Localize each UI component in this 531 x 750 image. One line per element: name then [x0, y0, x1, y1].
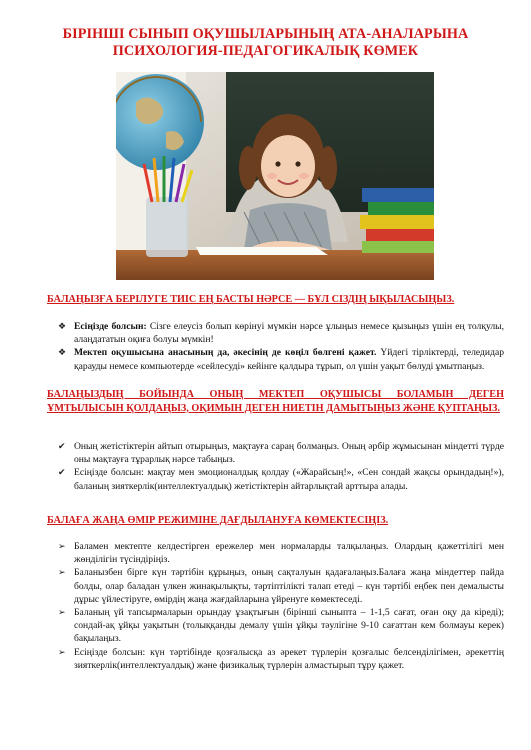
- list-item: [58, 606, 504, 646]
- item-text: Үйдегі тірліктерді, теледидар қарауды немесе компьютерде «сейлесуді» кейінге қалдыра тұрып, ол үшін уақыт бөлуді ұмытпаңыз.: [74, 347, 505, 372]
- section-1-heading: БАЛАҢЫЗҒА БЕРІЛУГЕ ТИІС ЕҢ БАСТЫ НӘРСЕ — БҰЛ СІЗДІҢ ЫҚЫЛАСЫҢЫЗ.: [47, 294, 455, 305]
- list-item: [58, 540, 504, 566]
- item-text: Оның жетістіктерін айтып отырыңыз, мақтауға сараң болмаңыз. Оның әрбір жұмысынан міндетті түрде оны мақтауға тұрарлық нәрсе табыңыз.: [74, 441, 504, 466]
- arrow-bullet-icon: ➢: [58, 607, 66, 618]
- list-item: [58, 346, 504, 372]
- list-item: [58, 566, 504, 606]
- item-text: Баламен мектепте келдестірген ережелер мен нормаларды талқылаңыз. Олардың қажеттілігі мен жөнділігін түсіндіріңіз.: [74, 541, 504, 566]
- section-1-list: [58, 320, 504, 373]
- diamond-bullet-icon: ❖: [58, 347, 67, 358]
- list-item: [58, 646, 504, 672]
- title-line-2: ПСИХОЛОГИЯ-ПЕДАГОГИКАЛЫҚ КӨМЕК: [112, 43, 419, 59]
- item-text: Баланың үй тапсырмаларын орындау ұзақтығын (бірінші сыныпта – 1-1,5 сағат, оған оқу да кіреді); сондай-ақ ұйқы уақытын (толыққанды демалу үшін ұйқы тәулігіне 9-10 сағаттан кем болмауы керек) бақылаңыз.: [74, 607, 504, 645]
- list-item: [58, 440, 504, 466]
- photo-illustration: [116, 72, 434, 280]
- item-text: Есіңізде болсын: мақтау мен эмоционалдық қолдау («Жарайсың!», «Сен сондай жақсы орындадың!»), баланың зияткерлік(интеллектуалдық) жетістіктерін айтарлықтай арттыра алады.: [74, 467, 504, 492]
- item-text: Есіңізде болсын: күн тәртібінде қозғалысқа аз әрекет түрлерін қозғалыс белсенділігімен, әрекеттің зияткерлік(интеллектуалдық) және физикалық түрлерін алмастырып тұру қажет.: [74, 646, 504, 671]
- section-3-list: [58, 540, 504, 672]
- list-item: [58, 466, 504, 492]
- check-bullet-icon: ✔: [58, 467, 66, 478]
- section-3-heading: БАЛАҒА ЖАҢА ӨМІР РЕЖИМІНЕ ДАҒДЫЛАНУҒА КӨМЕКТЕСІҢІЗ.: [47, 515, 389, 526]
- item-bold-lead: Мектеп оқушысына анасының да, әкесінің де көңіл бөлгені қажет.: [74, 347, 377, 359]
- item-text: Баланызбен бірге күн тәртібін құрыңыз, оның сақталуын қадағалаңыз.Балаға жаңа міндеттер пайда болды, олар баладан үлкен жинақылықты, тәртіптілікті талап етеді – күн тәртібі еңбек пен демалысты дұрыс үйлестіруге, өмірдің жаңа жағдайларына үйренуге көмектеседі.: [74, 567, 504, 605]
- diamond-bullet-icon: ❖: [58, 321, 67, 331]
- list-item: [58, 320, 504, 346]
- arrow-bullet-icon: ➢: [58, 567, 66, 578]
- title-line-1: БІРІНШІ СЫНЫП ОҚУШЫЛАРЫНЫҢ АТА-АНАЛАРЫНА: [62, 26, 469, 42]
- schoolgirl-photo: [116, 72, 434, 280]
- arrow-bullet-icon: ➢: [58, 646, 66, 657]
- item-text: Сізге елеусіз болып көрінуі мүмкін нәрсе ұлыңыз немесе қызыңыз үшін ең толқулы, алаңдататын оқиға болуы мүмкін!: [74, 321, 504, 346]
- check-bullet-icon: ✔: [58, 441, 66, 451]
- arrow-bullet-icon: ➢: [58, 541, 66, 551]
- item-bold-lead: Есіңізде болсын:: [74, 321, 147, 332]
- section-2-list: [58, 440, 504, 493]
- section-2-heading: БАЛАҢЫЗДЫҢ БОЙЫНДА ОНЫҢ МЕКТЕП ОҚУШЫСЫ БОЛАМЫН ДЕГЕН ҰМТЫЛЫСЫН ҚОЛДАҢЫЗ, ОҚИМЫН ДЕГЕН НИЕТІН ДАМЫТЫҢЫЗ ЖӘНЕ ҚУПТАҢЫЗ.: [47, 389, 504, 414]
- page-title: [20, 26, 511, 60]
